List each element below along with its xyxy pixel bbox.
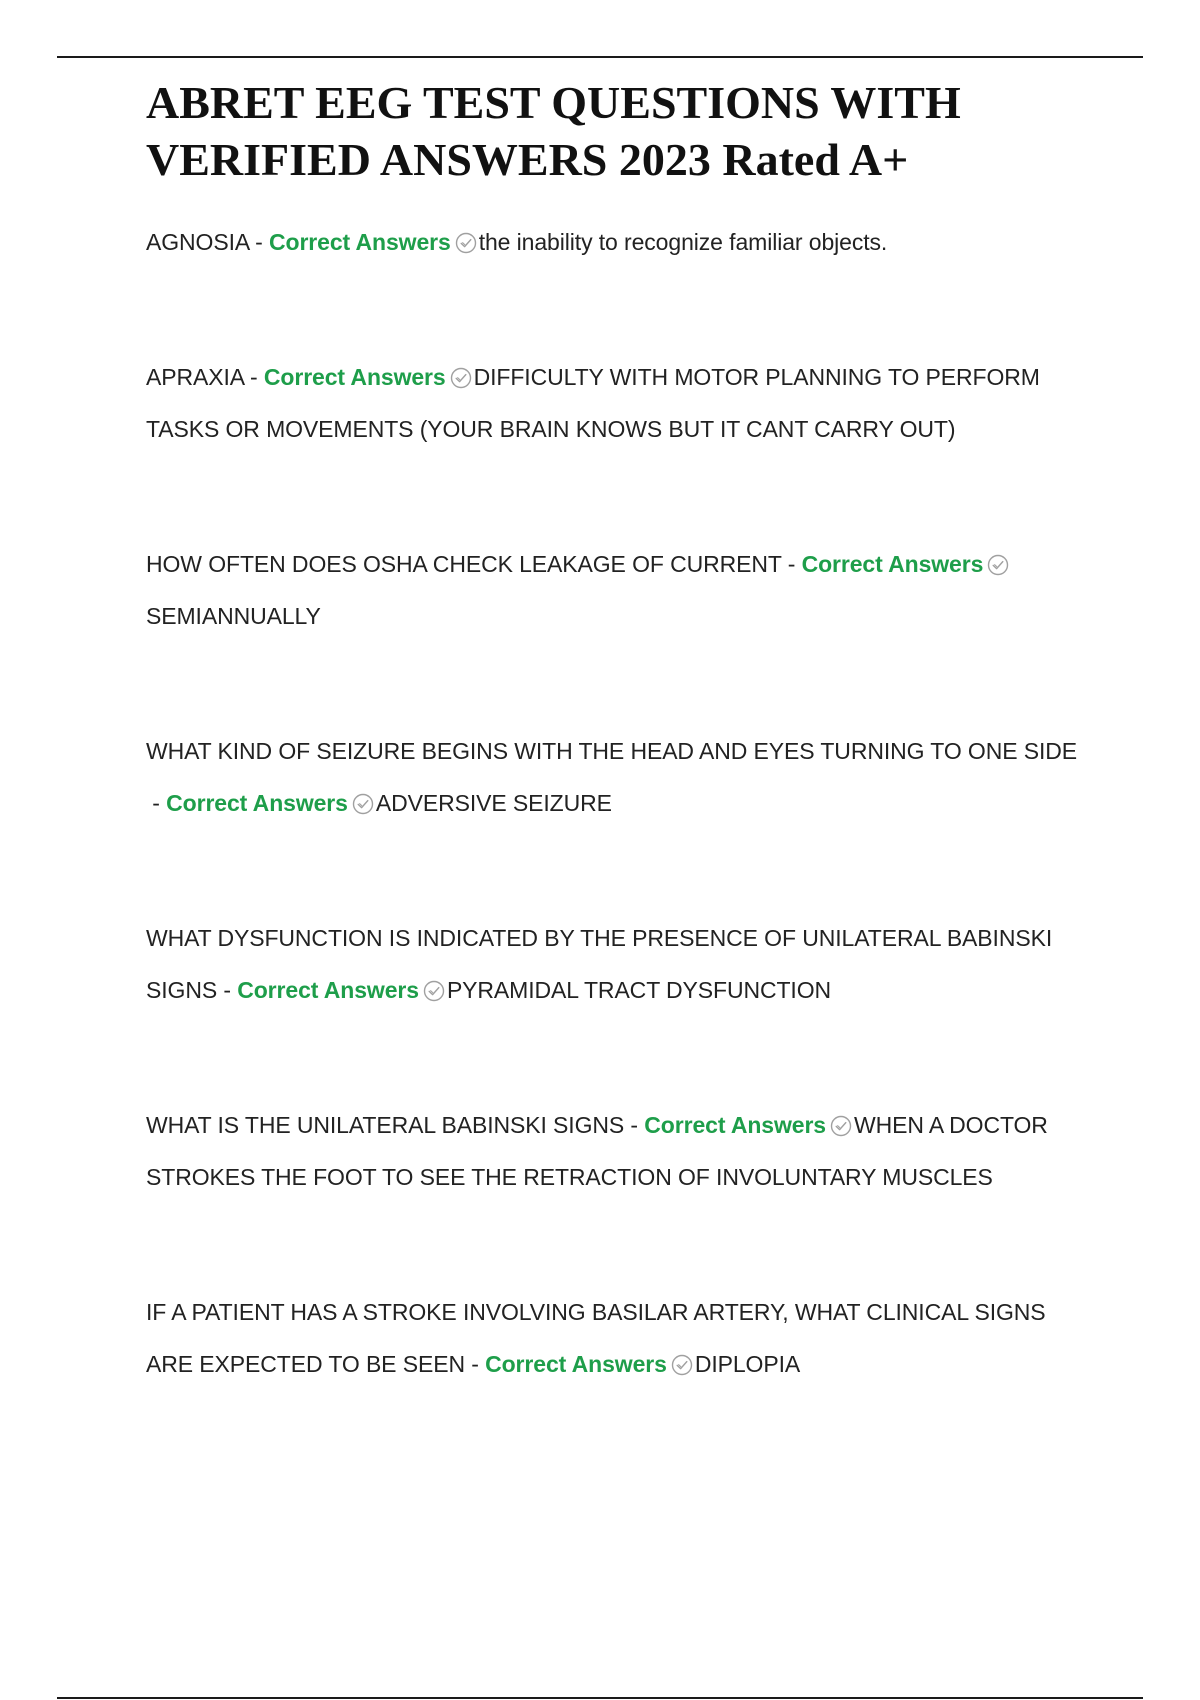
separator: - [217, 977, 238, 1003]
qa-list [146, 216, 1096, 1391]
check-circle-icon [352, 793, 374, 815]
correct-answers-label: Correct Answers [263, 363, 446, 390]
bottom-divider [57, 1697, 1143, 1699]
correct-answers-label: Correct Answers [485, 1351, 667, 1377]
question-text: WHAT DYSFUNCTION IS INDICATED BY THE PRESENCE OF UNILATERAL BABINSKI SIGNS [146, 924, 1053, 1003]
check-circle-icon [450, 367, 472, 389]
qa-item [146, 351, 1096, 456]
document-body [146, 74, 1096, 1473]
separator: - [146, 790, 167, 816]
answer-text: ADVERSIVE SEIZURE [375, 790, 612, 816]
check-circle-icon [455, 232, 477, 254]
separator: - [781, 550, 802, 577]
check-circle-icon [987, 554, 1009, 576]
answer-text: SEMIANNUALLY [146, 603, 321, 629]
top-divider [57, 56, 1143, 58]
answer-text: WHEN A DOCTOR STROKES THE FOOT TO SEE THE RETRACTION OF INVOLUNTARY MUSCLES [146, 1111, 1048, 1190]
correct-answers-label: Correct Answers [644, 1111, 826, 1138]
correct-answers-label: Correct Answers [268, 229, 451, 255]
qa-item [146, 1286, 1096, 1391]
correct-answers-label: Correct Answers [166, 790, 348, 816]
qa-item [146, 725, 1096, 830]
answer-text: DIFFICULTY WITH MOTOR PLANNING TO PERFORM TASKS OR MOVEMENTS (YOUR BRAIN KNOWS BUT IT CANT CARRY OUT) [146, 363, 1040, 442]
qa-item [146, 538, 1096, 643]
correct-answers-label: Correct Answers [237, 977, 419, 1003]
correct-answers-label: Correct Answers [801, 550, 984, 577]
document-title [146, 74, 1096, 188]
question-text: HOW OFTEN DOES OSHA CHECK LEAKAGE OF CURRENT [146, 550, 782, 577]
title-line-2: VERIFIED ANSWERS 2023 Rated A+ [146, 134, 909, 185]
qa-item [146, 1099, 1096, 1204]
check-circle-icon [830, 1115, 852, 1137]
separator: - [243, 363, 264, 390]
check-circle-icon [423, 980, 445, 1002]
question-text: IF A PATIENT HAS A STROKE INVOLVING BASILAR ARTERY, WHAT CLINICAL SIGNS ARE EXPECTED TO BE SEEN [146, 1298, 1046, 1377]
separator: - [464, 1351, 486, 1377]
answer-text: the inability to recognize familiar objects. [478, 229, 888, 255]
separator: - [248, 229, 269, 255]
qa-item [146, 216, 1096, 269]
separator: - [624, 1111, 645, 1138]
question-text: APRAXIA [146, 363, 244, 390]
question-text: WHAT IS THE UNILATERAL BABINSKI SIGNS [146, 1111, 625, 1138]
answer-text: PYRAMIDAL TRACT DYSFUNCTION [446, 977, 832, 1003]
title-line-1: ABRET EEG TEST QUESTIONS WITH [146, 77, 961, 128]
question-text: AGNOSIA [146, 229, 249, 255]
check-circle-icon [671, 1354, 693, 1376]
question-text: WHAT KIND OF SEIZURE BEGINS WITH THE HEAD AND EYES TURNING TO ONE SIDE [146, 737, 1078, 764]
qa-item [146, 912, 1096, 1017]
answer-text: DIPLOPIA [694, 1351, 801, 1377]
